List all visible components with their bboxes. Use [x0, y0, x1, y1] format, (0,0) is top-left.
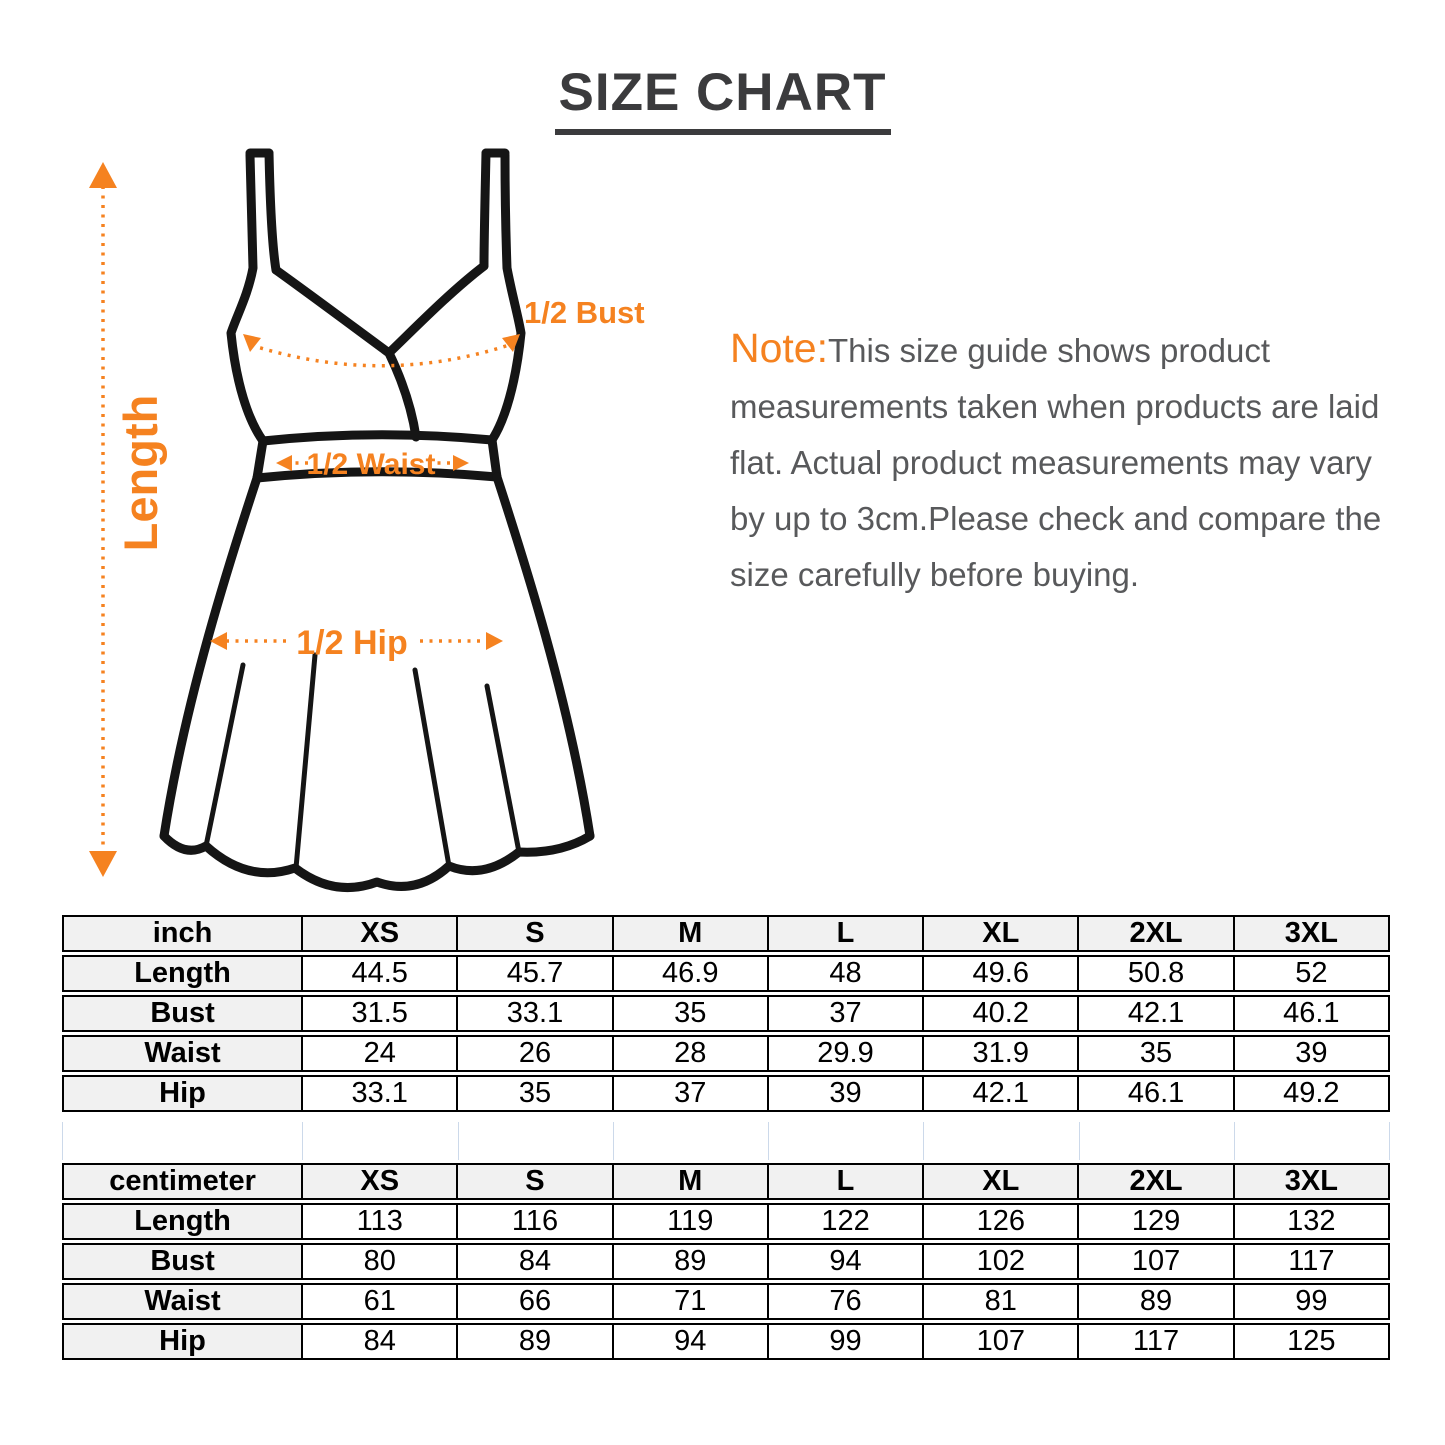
cell-value: 99	[769, 1323, 924, 1360]
size-header: 3XL	[1235, 1163, 1390, 1200]
cell-value: 37	[769, 995, 924, 1032]
size-header: 3XL	[1235, 915, 1390, 952]
cell-value: 76	[769, 1283, 924, 1320]
size-header: 2XL	[1079, 915, 1234, 952]
cell-value: 35	[614, 995, 769, 1032]
cell-value: 107	[924, 1323, 1079, 1360]
cell-value: 80	[303, 1243, 458, 1280]
cell-value: 45.7	[458, 955, 613, 992]
size-header: L	[769, 1163, 924, 1200]
page-title: SIZE CHART	[555, 62, 891, 135]
size-header: XL	[924, 915, 1079, 952]
table-row	[62, 1075, 1390, 1112]
cell-value: 49.2	[1235, 1075, 1390, 1112]
table-row	[62, 995, 1390, 1032]
waist-arrowhead-right	[453, 455, 469, 471]
row-label: Hip	[62, 1323, 303, 1360]
cell-value: 39	[769, 1075, 924, 1112]
cell-value: 46.1	[1235, 995, 1390, 1032]
table-row	[62, 1035, 1390, 1072]
cell-value: 46.9	[614, 955, 769, 992]
cell-value: 107	[1079, 1243, 1234, 1280]
cell-value: 33.1	[303, 1075, 458, 1112]
size-header: S	[458, 915, 613, 952]
inch-header-row	[62, 915, 1390, 952]
cm-header-row	[62, 1163, 1390, 1200]
note-label: Note:	[730, 325, 828, 371]
table-row	[62, 1283, 1390, 1320]
cell-value: 89	[458, 1323, 613, 1360]
cell-value: 81	[924, 1283, 1079, 1320]
size-header: M	[614, 1163, 769, 1200]
size-header: M	[614, 915, 769, 952]
hip-label: 1/2 Hip	[296, 624, 408, 662]
inch-unit-header: inch	[62, 915, 303, 952]
row-label: Bust	[62, 1243, 303, 1280]
table-row	[62, 1203, 1390, 1240]
size-header: 2XL	[1079, 1163, 1234, 1200]
row-label: Waist	[62, 1283, 303, 1320]
size-header: XS	[303, 915, 458, 952]
cell-value: 119	[614, 1203, 769, 1240]
dress-outline	[164, 153, 590, 888]
cell-value: 50.8	[1079, 955, 1234, 992]
table-row	[62, 1243, 1390, 1280]
cell-value: 122	[769, 1203, 924, 1240]
cell-value: 71	[614, 1283, 769, 1320]
length-arrow	[89, 162, 117, 877]
note-text: This size guide shows product measurements taken when products are laid flat. Actual product measurements may vary by up to 3cm.Please check and compare the size carefully before buying.	[730, 332, 1382, 593]
cell-value: 125	[1235, 1323, 1390, 1360]
row-label: Bust	[62, 995, 303, 1032]
cell-value: 52	[1235, 955, 1390, 992]
inch-table	[62, 912, 1390, 1115]
bust-arrowhead-left	[243, 334, 261, 352]
size-header: XS	[303, 1163, 458, 1200]
cell-value: 126	[924, 1203, 1079, 1240]
size-header: S	[458, 1163, 613, 1200]
cell-value: 35	[458, 1075, 613, 1112]
cell-value: 48	[769, 955, 924, 992]
bust-label: 1/2 Bust	[524, 295, 645, 330]
cell-value: 84	[458, 1243, 613, 1280]
cell-value: 24	[303, 1035, 458, 1072]
size-header: L	[769, 915, 924, 952]
cell-value: 26	[458, 1035, 613, 1072]
cell-value: 46.1	[1079, 1075, 1234, 1112]
cell-value: 117	[1079, 1323, 1234, 1360]
cell-value: 89	[614, 1243, 769, 1280]
cell-value: 29.9	[769, 1035, 924, 1072]
cm-unit-header: centimeter	[62, 1163, 303, 1200]
cell-value: 132	[1235, 1203, 1390, 1240]
cell-value: 35	[1079, 1035, 1234, 1072]
cell-value: 39	[1235, 1035, 1390, 1072]
cell-value: 102	[924, 1243, 1079, 1280]
cell-value: 94	[769, 1243, 924, 1280]
cell-value: 113	[303, 1203, 458, 1240]
row-label: Hip	[62, 1075, 303, 1112]
table-row	[62, 955, 1390, 992]
skirt-pleat-lines	[206, 655, 519, 868]
hip-arrowhead-right	[486, 632, 503, 650]
waist-arrowhead-left	[276, 455, 292, 471]
row-label: Length	[62, 1203, 303, 1240]
cell-value: 42.1	[924, 1075, 1079, 1112]
cell-value: 31.5	[303, 995, 458, 1032]
cell-value: 37	[614, 1075, 769, 1112]
cell-value: 129	[1079, 1203, 1234, 1240]
spreadsheet-gridlines	[62, 1122, 1390, 1160]
length-arrowhead-down	[89, 851, 117, 877]
table-row	[62, 1323, 1390, 1360]
note-paragraph	[730, 320, 1398, 603]
cell-value: 61	[303, 1283, 458, 1320]
length-label: Length	[114, 394, 167, 552]
cell-value: 66	[458, 1283, 613, 1320]
cell-value: 117	[1235, 1243, 1390, 1280]
centimeter-table	[62, 1160, 1390, 1363]
cell-value: 33.1	[458, 995, 613, 1032]
cell-value: 99	[1235, 1283, 1390, 1320]
cell-value: 116	[458, 1203, 613, 1240]
cell-value: 28	[614, 1035, 769, 1072]
cell-value: 84	[303, 1323, 458, 1360]
size-header: XL	[924, 1163, 1079, 1200]
cell-value: 49.6	[924, 955, 1079, 992]
waist-label: 1/2 Waist	[306, 448, 436, 481]
length-arrowhead-up	[89, 162, 117, 188]
row-label: Waist	[62, 1035, 303, 1072]
cell-value: 42.1	[1079, 995, 1234, 1032]
cell-value: 31.9	[924, 1035, 1079, 1072]
row-label: Length	[62, 955, 303, 992]
cell-value: 94	[614, 1323, 769, 1360]
cell-value: 44.5	[303, 955, 458, 992]
cell-value: 89	[1079, 1283, 1234, 1320]
cell-value: 40.2	[924, 995, 1079, 1032]
